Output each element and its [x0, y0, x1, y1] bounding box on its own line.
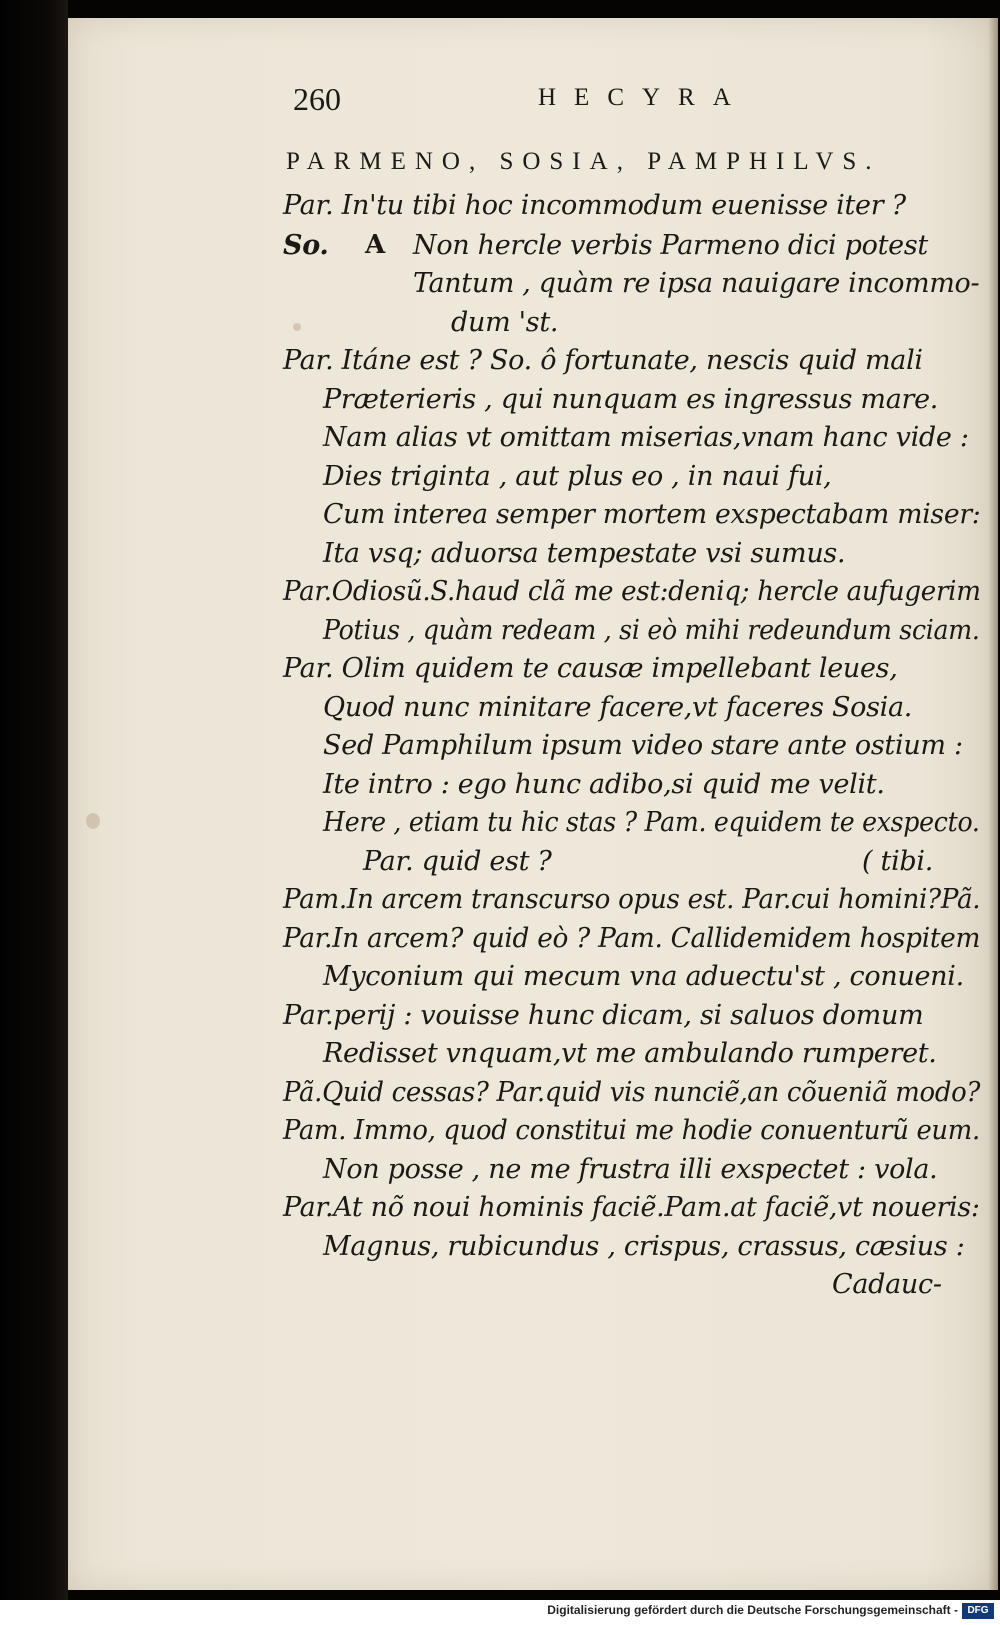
text-line: Pam.In arcem transcurso opus est. Par.cui homini?Pã. — [283, 884, 981, 915]
book-page — [68, 18, 998, 1590]
text-line: Non hercle verbis Parmeno dici potest — [413, 230, 928, 261]
text-line: Potius , quàm redeam , si eò mihi redeundum sciam. — [323, 615, 980, 646]
text-line: Præterieris , qui nunquam es ingressus mare. — [323, 384, 939, 415]
running-title: HECYRA — [538, 84, 749, 111]
funding-credit: Digitalisierung gefördert durch die Deutsche Forschungsgemeinschaft - — [547, 1603, 958, 1617]
text-line: Par. Itáne est ? So. ô fortunate, nescis quid mali — [283, 345, 923, 376]
text-line: Quod nunc minitare facere,vt faceres Sosia. — [323, 692, 913, 723]
text-line: Redisset vnquam,vt me ambulando rumperet. — [323, 1038, 937, 1069]
catchword: Cadauc- — [832, 1269, 942, 1300]
text-line: Par.Odiosũ.S.haud clã me est:deniq; hercle aufugerim — [283, 576, 981, 607]
text-line: Ite intro : ego hunc adibo,si quid me velit. — [323, 769, 885, 800]
margin-letter: A — [365, 230, 386, 260]
text-line: Pã.Quid cessas? Par.quid vis nunciẽ,an cõueniã modo? — [283, 1077, 981, 1108]
text-line: Non posse , ne me frustra illi exspectet : vola. — [323, 1154, 938, 1185]
scene-heading: PARMENO, SOSIA, PAMPHILVS. — [286, 148, 881, 175]
paper-stain — [86, 813, 100, 829]
text-line: Par. Olim quidem te causæ impellebant leues, — [283, 653, 898, 684]
text-line: So. — [283, 230, 329, 261]
text-line: Par. quid est ? — [363, 846, 552, 877]
text-line: Par. In'tu tibi hoc incommodum euenisse iter ? — [283, 190, 906, 221]
text-line: Par.perij : vouisse hunc dicam, si saluos domum — [283, 1000, 924, 1031]
text-line: Dies triginta , aut plus eo , in naui fui, — [323, 461, 832, 492]
text-line: Sed Pamphilum ipsum video stare ante ostium : — [323, 730, 963, 761]
text-line: Pam. Immo, quod constitui me hodie conuenturũ eum. — [283, 1115, 980, 1146]
digitization-footer — [0, 1600, 1000, 1625]
text-line: Here , etiam tu hic stas ? Pam. equidem te exspecto. — [323, 807, 980, 838]
text-line: Tantum , quàm re ipsa nauigare incommo- — [413, 268, 980, 299]
paper-stain — [293, 323, 301, 331]
text-line: Cum interea semper mortem exspectabam miser: — [323, 499, 981, 530]
text-line: Par.At nõ noui hominis faciẽ.Pam.at faciẽ,vt noueris: — [283, 1192, 980, 1223]
page-number: 260 — [293, 81, 341, 117]
text-line: Myconium qui mecum vna aduectu'st , conueni. — [323, 961, 964, 992]
book-binding — [0, 0, 68, 1625]
text-line: ( tibi. — [862, 846, 934, 877]
text-line: Nam alias vt omittam miserias,vnam hanc vide : — [323, 422, 969, 453]
text-line: Ita vsq; aduorsa tempestate vsi sumus. — [323, 538, 846, 569]
text-line: Par.In arcem? quid eò ? Pam. Callidemidem hospitem — [283, 923, 981, 954]
text-line: Magnus, rubicundus , crispus, crassus, cæsius : — [323, 1231, 965, 1262]
dfg-logo: DFG — [962, 1603, 994, 1619]
text-line: dum 'st. — [451, 307, 559, 338]
page-edge-shadow — [988, 18, 998, 1590]
